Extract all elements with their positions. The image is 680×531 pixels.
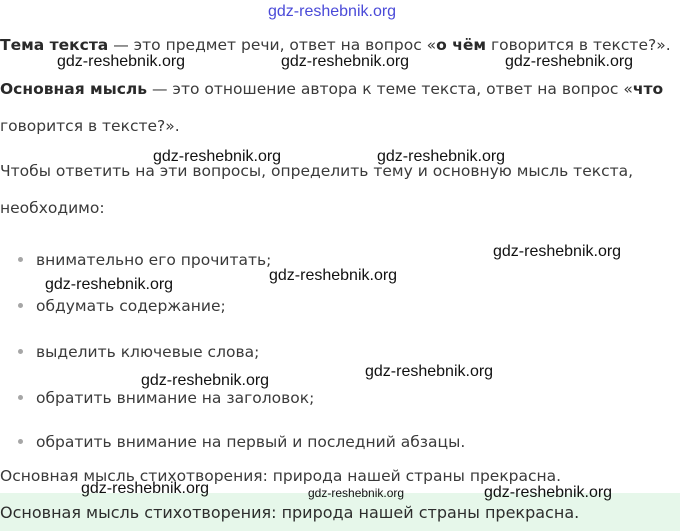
watermark: gdz-reshebnik.org <box>153 148 282 165</box>
idea-bold: что <box>632 80 664 98</box>
watermark: gdz-reshebnik.org <box>281 53 410 70</box>
bullet-dot <box>18 349 23 354</box>
bullet-dot <box>18 257 23 262</box>
watermark: gdz-reshebnik.org <box>141 372 270 389</box>
idea-definition-line2: говорится в тексте?». <box>0 117 180 135</box>
list-item: внимательно его прочитать; <box>36 251 272 269</box>
theme-definition <box>0 35 671 55</box>
top-watermark: gdz-reshebnik.org <box>268 3 397 20</box>
idea-term: Основная мысль <box>0 80 148 98</box>
list-item: обратить внимание на заголовок; <box>36 389 315 407</box>
watermark: gdz-reshebnik.org <box>308 486 405 500</box>
idea-text: — это отношение автора к теме текста, ответ на вопрос « <box>147 80 633 98</box>
bullet-dot <box>18 303 23 308</box>
watermark: gdz-reshebnik.org <box>484 484 613 501</box>
conclusion: Основная мысль стихотворения: природа нашей страны прекрасна. <box>0 467 562 485</box>
watermark: gdz-reshebnik.org <box>377 148 506 165</box>
theme-tail: говорится в тексте?». <box>486 36 671 54</box>
answer-text: Основная мысль стихотворения: природа нашей страны прекрасна. <box>0 503 580 522</box>
list-item: обдумать содержание; <box>36 297 226 315</box>
intro-line-1: Чтобы ответить на эти вопросы, определить тему и основную мысль текста, <box>0 162 634 180</box>
bullet-dot <box>18 395 23 400</box>
watermark: gdz-reshebnik.org <box>365 363 494 380</box>
watermark: gdz-reshebnik.org <box>505 53 634 70</box>
theme-bold: о чём <box>436 36 487 54</box>
list-item: обратить внимание на первый и последний абзацы. <box>36 433 466 451</box>
watermark: gdz-reshebnik.org <box>57 53 186 70</box>
watermark: gdz-reshebnik.org <box>81 480 210 497</box>
theme-term: Тема текста <box>0 36 109 54</box>
theme-text: — это предмет речи, ответ на вопрос « <box>108 36 437 54</box>
bullet-dot <box>18 439 23 444</box>
watermark: gdz-reshebnik.org <box>45 276 174 293</box>
idea-definition <box>0 79 663 99</box>
watermark: gdz-reshebnik.org <box>493 243 622 260</box>
watermark: gdz-reshebnik.org <box>269 267 398 284</box>
intro-line-2: необходимо: <box>0 199 105 217</box>
list-item: выделить ключевые слова; <box>36 343 260 361</box>
